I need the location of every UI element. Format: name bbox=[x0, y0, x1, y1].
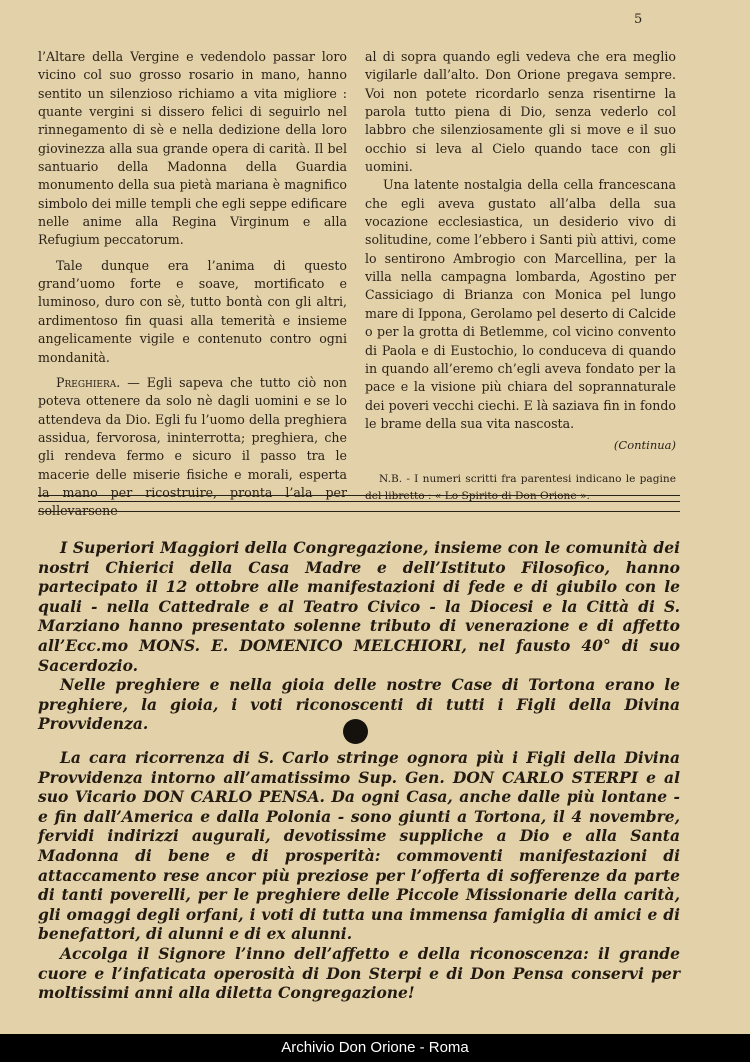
left-column bbox=[38, 48, 347, 521]
section-divider-thin bbox=[38, 511, 680, 512]
right-paragraph-1: al di sopra quando egli vedeva che era meglio vigilarle dall’alto. Don Orione pregava sempre. Voi non potete ricordarlo senza risentirne la parola tutto piena di Dio, senza vederlo col labbro che silenziosamente gli si move e il suo occhio si leva al Cielo quando tace con gli uomini. bbox=[365, 49, 676, 175]
page-number: 5 bbox=[634, 12, 643, 27]
notice-1-paragraph-2: Nelle preghiere e nella gioia delle nostre Case di Tortona erano le preghiere, la gioia, i voti riconoscenti di tutti i Figli della Divina Provvidenza. bbox=[38, 675, 680, 734]
separator-dot-icon bbox=[343, 719, 368, 744]
section-divider bbox=[38, 495, 680, 502]
footnote: N.B. - I numeri scritti fra parentesi indicano le pagine del libretto : « Lo Spirito di Don Orione ». bbox=[365, 472, 676, 502]
notice-melchiori bbox=[38, 538, 680, 734]
right-column bbox=[365, 48, 676, 505]
continua-label: (Continua) bbox=[613, 438, 676, 453]
notice-san-carlo bbox=[38, 748, 680, 1003]
notice-2-paragraph-1: La cara ricorrenza di S. Carlo stringe ognora più i Figli della Divina Provvidenza intorno all’amatissimo Sup. Gen. DON CARLO STERPI e al suo Vicario DON CARLO PENSA. Da ogni Casa, anche dalle più lontane - e fin dall’America e dalla Polonia - sono giunti a Tortona, il 4 novembre, fervidi indirizzi augurali, devotissime suppliche a Dio e alla Santa Madonna di bene e di prosperità: commoventi manifestazioni di attaccamento rese ancor più preziose per l’offerta di sofferenze da parte di tanti poverelli, per le preghiere delle Piccole Missionarie della carità, gli omaggi degli orfani, i voti di tutta una immensa famiglia di amici e di benefattori, di alunni e di ex alunni. bbox=[38, 748, 680, 944]
right-paragraph-2: Una latente nostalgia della cella francescana che egli aveva gustato all’alba della sua vocazione ecclesiastica, un desiderio vivo di solitudine, come l’ebbero i Santi più attivi, come lo sentirono Ambrogio con Marcellina, per la villa nella campagna lombarda, Agostino per Cassiciago di Brianza con Monica pel lungo mare di Ippona, Gerolamo pel deserto di Calcide o per la grotta di Betlemme, col vicino convento di Paola e di Eustochio, lo conduceva di quando in quando all’eremo ch’egli aveva fondato per la pace e la visione più chiara del soprannaturale dei poveri vecchi ciechi. E là saziava fin in fondo le brame della sua vita nascosta. bbox=[365, 177, 677, 431]
notice-2-paragraph-2: Accolga il Signore l’inno dell’affetto e della riconoscenza: il grande cuore e l’infaticata operosità di Don Sterpi e di Don Pensa conservi per moltissimi anni alla diletta Congregazione! bbox=[38, 943, 680, 1003]
left-paragraph-1: l’Altare della Vergine e vedendolo passar loro vicino col suo grosso rosario in mano, hanno sentito un silenzioso richiamo a vita migliore : quante vergini si dissero felici di seguirlo nel rinnegamento di sè e nella dedizione della loro giovinezza alla sua grande opera di carità. Il bel santuario della Madonna della Guardia monumento della sua pietà mariana è magnifico simbolo dei mille templi che egli seppe edificare nelle anime alla Regina Virginum e alla Refugium peccatorum. bbox=[38, 49, 347, 248]
archive-watermark: Archivio Don Orione - Roma bbox=[0, 1034, 750, 1062]
notice-1-paragraph-1: I Superiori Maggiori della Congregazione, insieme con le comunità dei nostri Chierici della Casa Madre e dell’Istituto Filosofico, hanno partecipato il 12 ottobre alle manifestazioni di fede e di giubilo con le quali - nella Cattedrale e al Teatro Civico - la Diocesi e la Città di S. Marziano hanno presentato solenne tributo di venerazione e di affetto all’Ecc.mo MONS. E. DOMENICO MELCHIORI, nel fausto 40° di suo Sacerdozio. bbox=[38, 538, 680, 675]
preghiera-heading: Preghiera. bbox=[56, 374, 121, 390]
left-paragraph-2: Tale dunque era l’anima di questo grand’uomo forte e soave, mortificato e luminoso, duro con sè, tutto bontà con gli altri, ardimentoso fin quasi alla temerità e insieme angelicamente vigile e contenuto contro ogni mondanità. bbox=[38, 257, 347, 365]
preghiera-text: — Egli sapeva che tutto ciò non poteva ottenere da solo nè dagli uomini e se lo attendeva da Dio. Egli fu l’uomo della preghiera assidua, fervorosa, ininterrotta; preghiera, che gli rendeva fermo e sicuro il passo tra le macerie delle miserie fisiche e morali, esperta la mano per ricostruire, pronta l’ala per sollevarsene bbox=[38, 374, 347, 519]
